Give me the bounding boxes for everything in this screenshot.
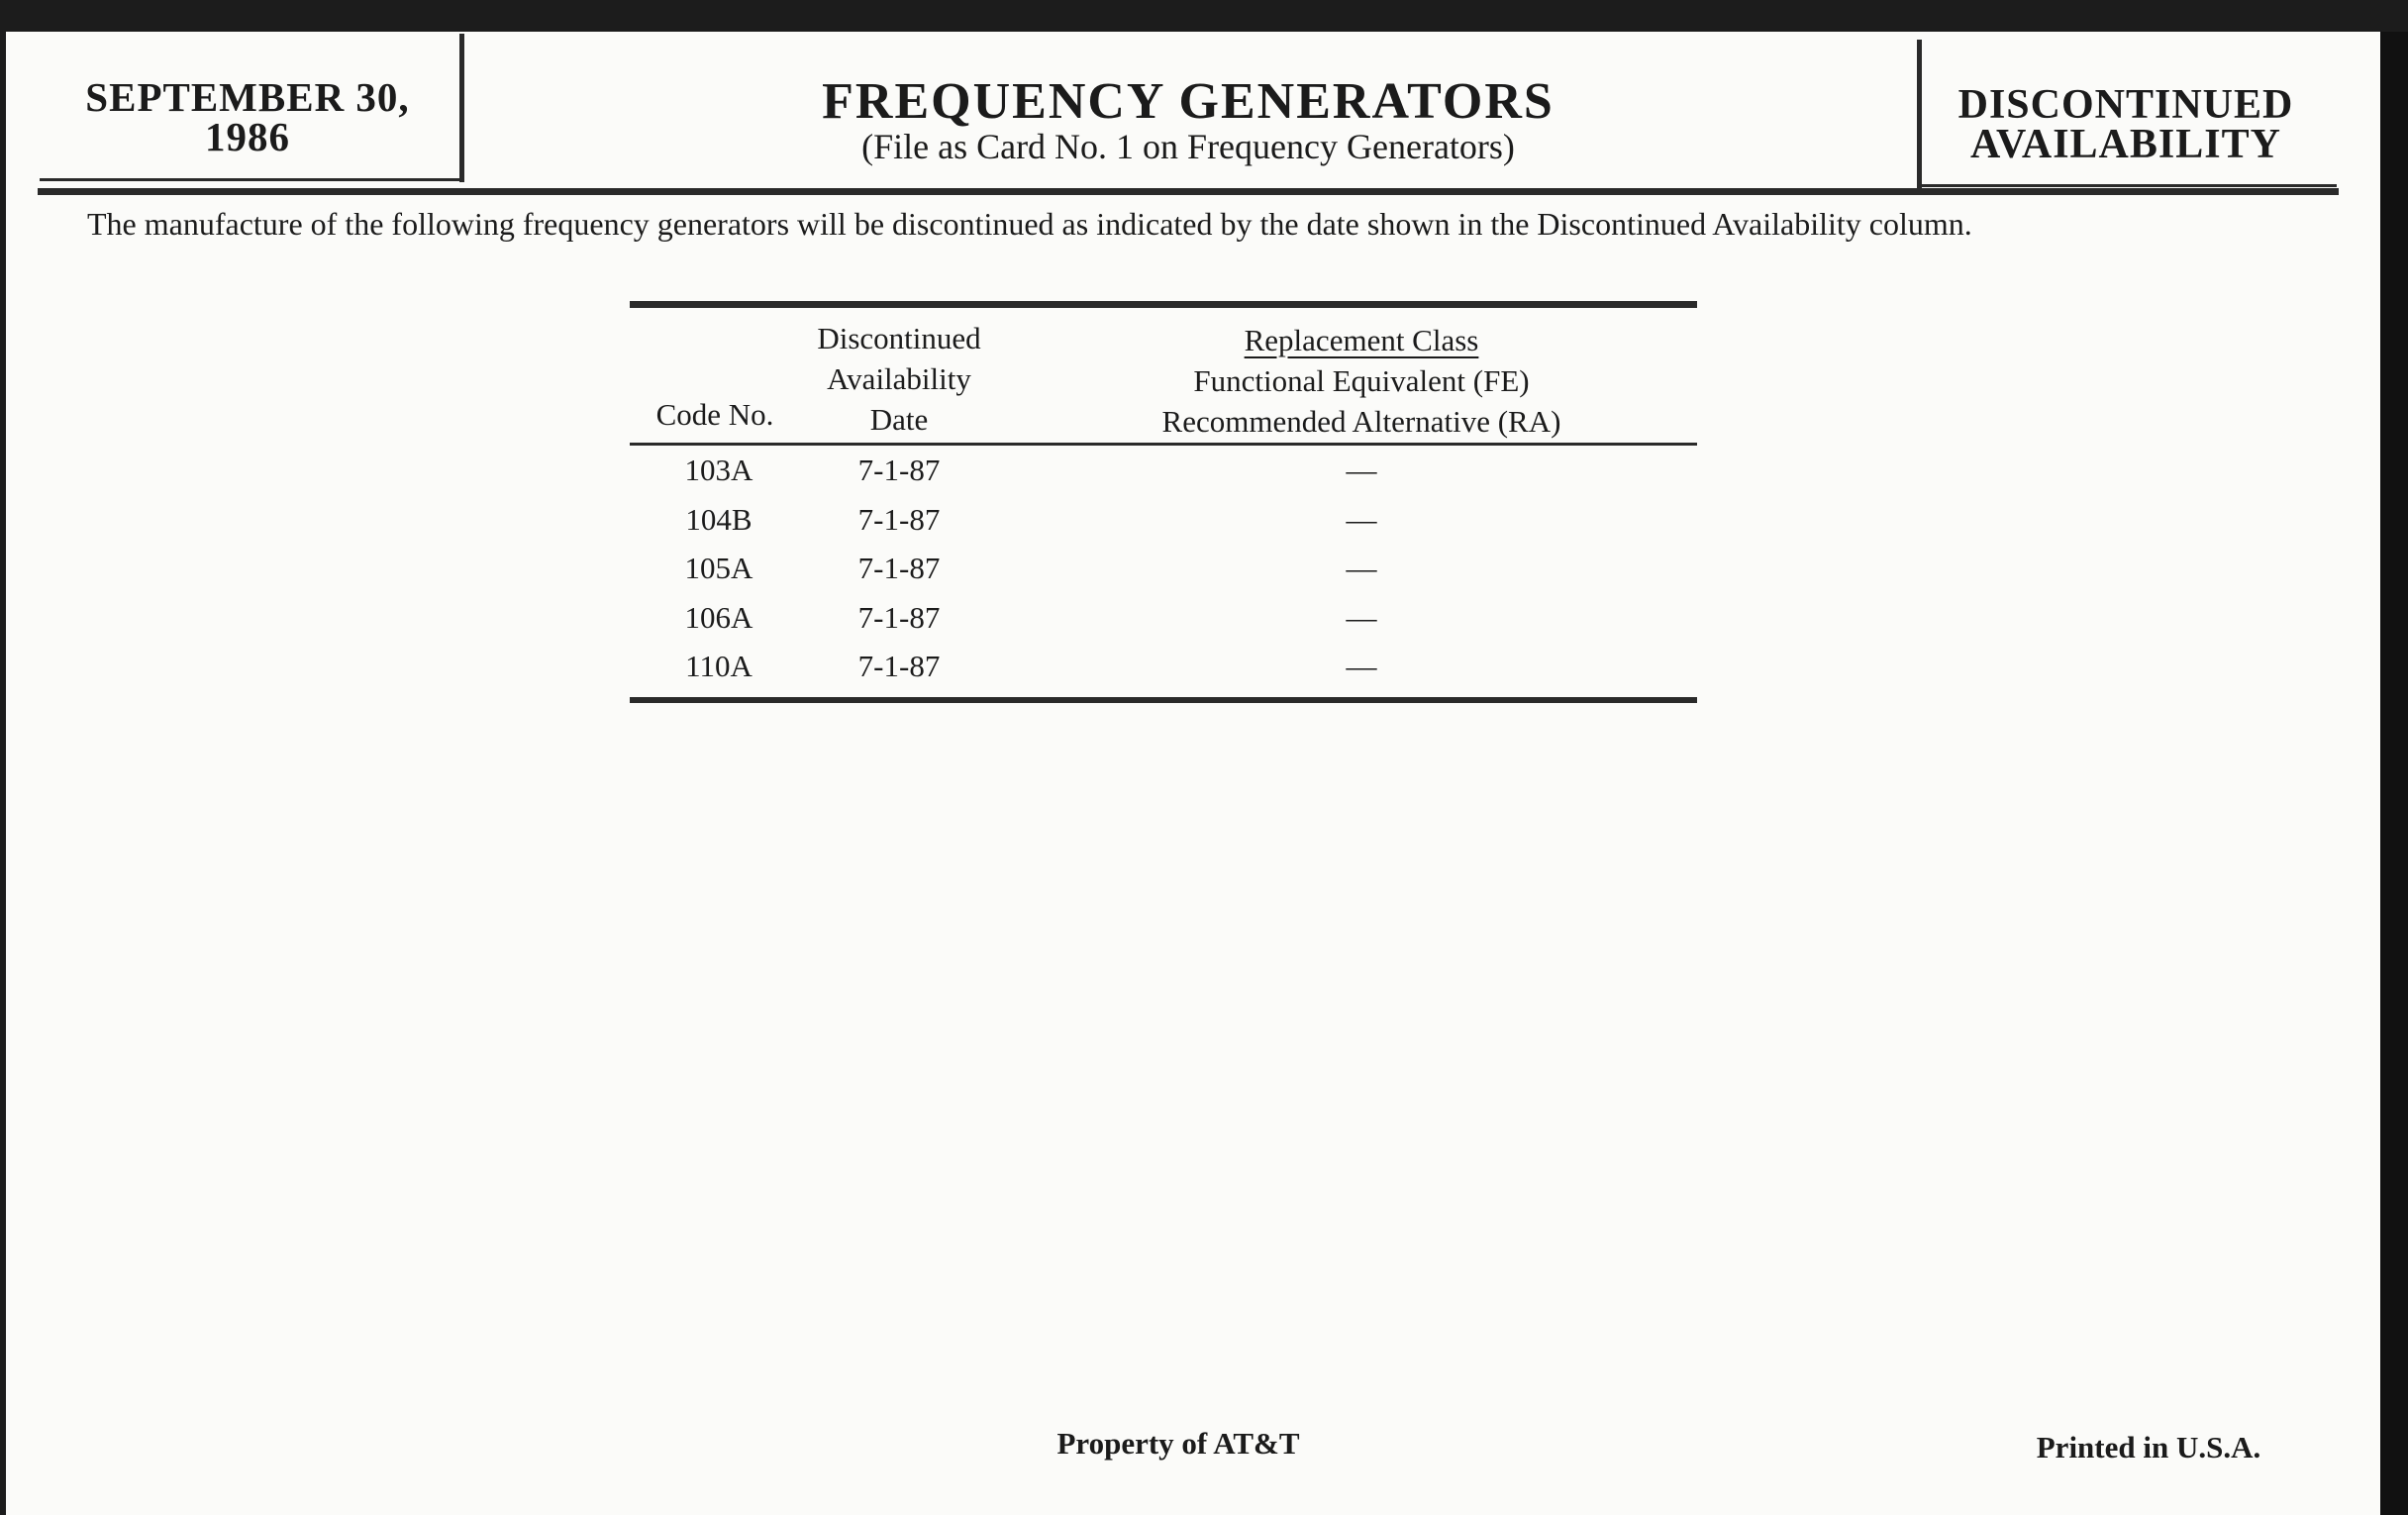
page-subtitle: (File as Card No. 1 on Frequency Generators)	[861, 127, 1515, 166]
footer-printed: Printed in U.S.A.	[2036, 1430, 2261, 1464]
cell-code: 105A	[684, 551, 753, 586]
table-row	[630, 495, 1697, 545]
header-date-col-line1: Discontinued	[817, 321, 981, 355]
discontinued-table	[630, 301, 1697, 703]
header-date	[40, 74, 455, 159]
header-status	[1923, 82, 2329, 167]
table-rule-top	[630, 301, 1697, 308]
header-date-line1: SEPTEMBER 30,	[85, 74, 410, 120]
document-card	[6, 32, 2380, 1515]
page-title: FREQUENCY GENERATORS	[822, 73, 1555, 130]
cell-replacement: —	[1346, 599, 1377, 635]
cell-replacement: —	[1346, 551, 1377, 586]
header-rule-main	[38, 188, 2339, 195]
cell-replacement: —	[1346, 501, 1377, 537]
scan-edge	[2380, 32, 2408, 1515]
header-date-col	[800, 318, 998, 440]
cell-code: 103A	[684, 453, 753, 487]
table-rule-bottom	[630, 697, 1697, 703]
header-status-line1: DISCONTINUED	[1957, 82, 2294, 128]
header-date-col-line3: Date	[869, 402, 929, 437]
header-replacement-line3: Recommended Alternative (RA)	[1161, 404, 1561, 439]
footer-property: Property of AT&T	[1056, 1426, 1300, 1461]
header-replacement	[1125, 320, 1598, 442]
table-row	[630, 642, 1697, 691]
cell-code: 106A	[684, 599, 753, 635]
header-divider-left	[459, 34, 464, 182]
header-replacement-line2: Functional Equivalent (FE)	[1193, 363, 1530, 398]
header-title-block	[465, 73, 1911, 166]
cell-replacement: —	[1346, 649, 1377, 684]
header-code: Code No.	[655, 397, 774, 432]
intro-paragraph: The manufacture of the following frequency generators will be discontinued as indicated by the date shown in the Discontinued Availability column.	[87, 206, 1972, 242]
header-replacement-title: Replacement Class	[1244, 323, 1479, 357]
cell-code: 104B	[685, 501, 752, 537]
table-row	[630, 544, 1697, 593]
cell-date: 7-1-87	[857, 551, 941, 586]
cell-replacement: —	[1346, 453, 1377, 487]
cell-date: 7-1-87	[857, 453, 941, 487]
cell-code: 110A	[685, 649, 752, 684]
header-status-line2: AVAILABILITY	[1970, 122, 2281, 167]
table-row	[630, 593, 1697, 643]
cell-date: 7-1-87	[857, 649, 941, 684]
header-rule-right	[1917, 184, 2337, 187]
header-divider-right	[1917, 40, 1922, 188]
table-header	[630, 308, 1697, 443]
header-date-col-line2: Availability	[827, 361, 971, 396]
header-date-line2: 1986	[205, 114, 290, 159]
cell-date: 7-1-87	[857, 599, 941, 635]
header-rule-left	[40, 178, 463, 181]
cell-date: 7-1-87	[857, 501, 941, 537]
table-row	[630, 446, 1697, 495]
